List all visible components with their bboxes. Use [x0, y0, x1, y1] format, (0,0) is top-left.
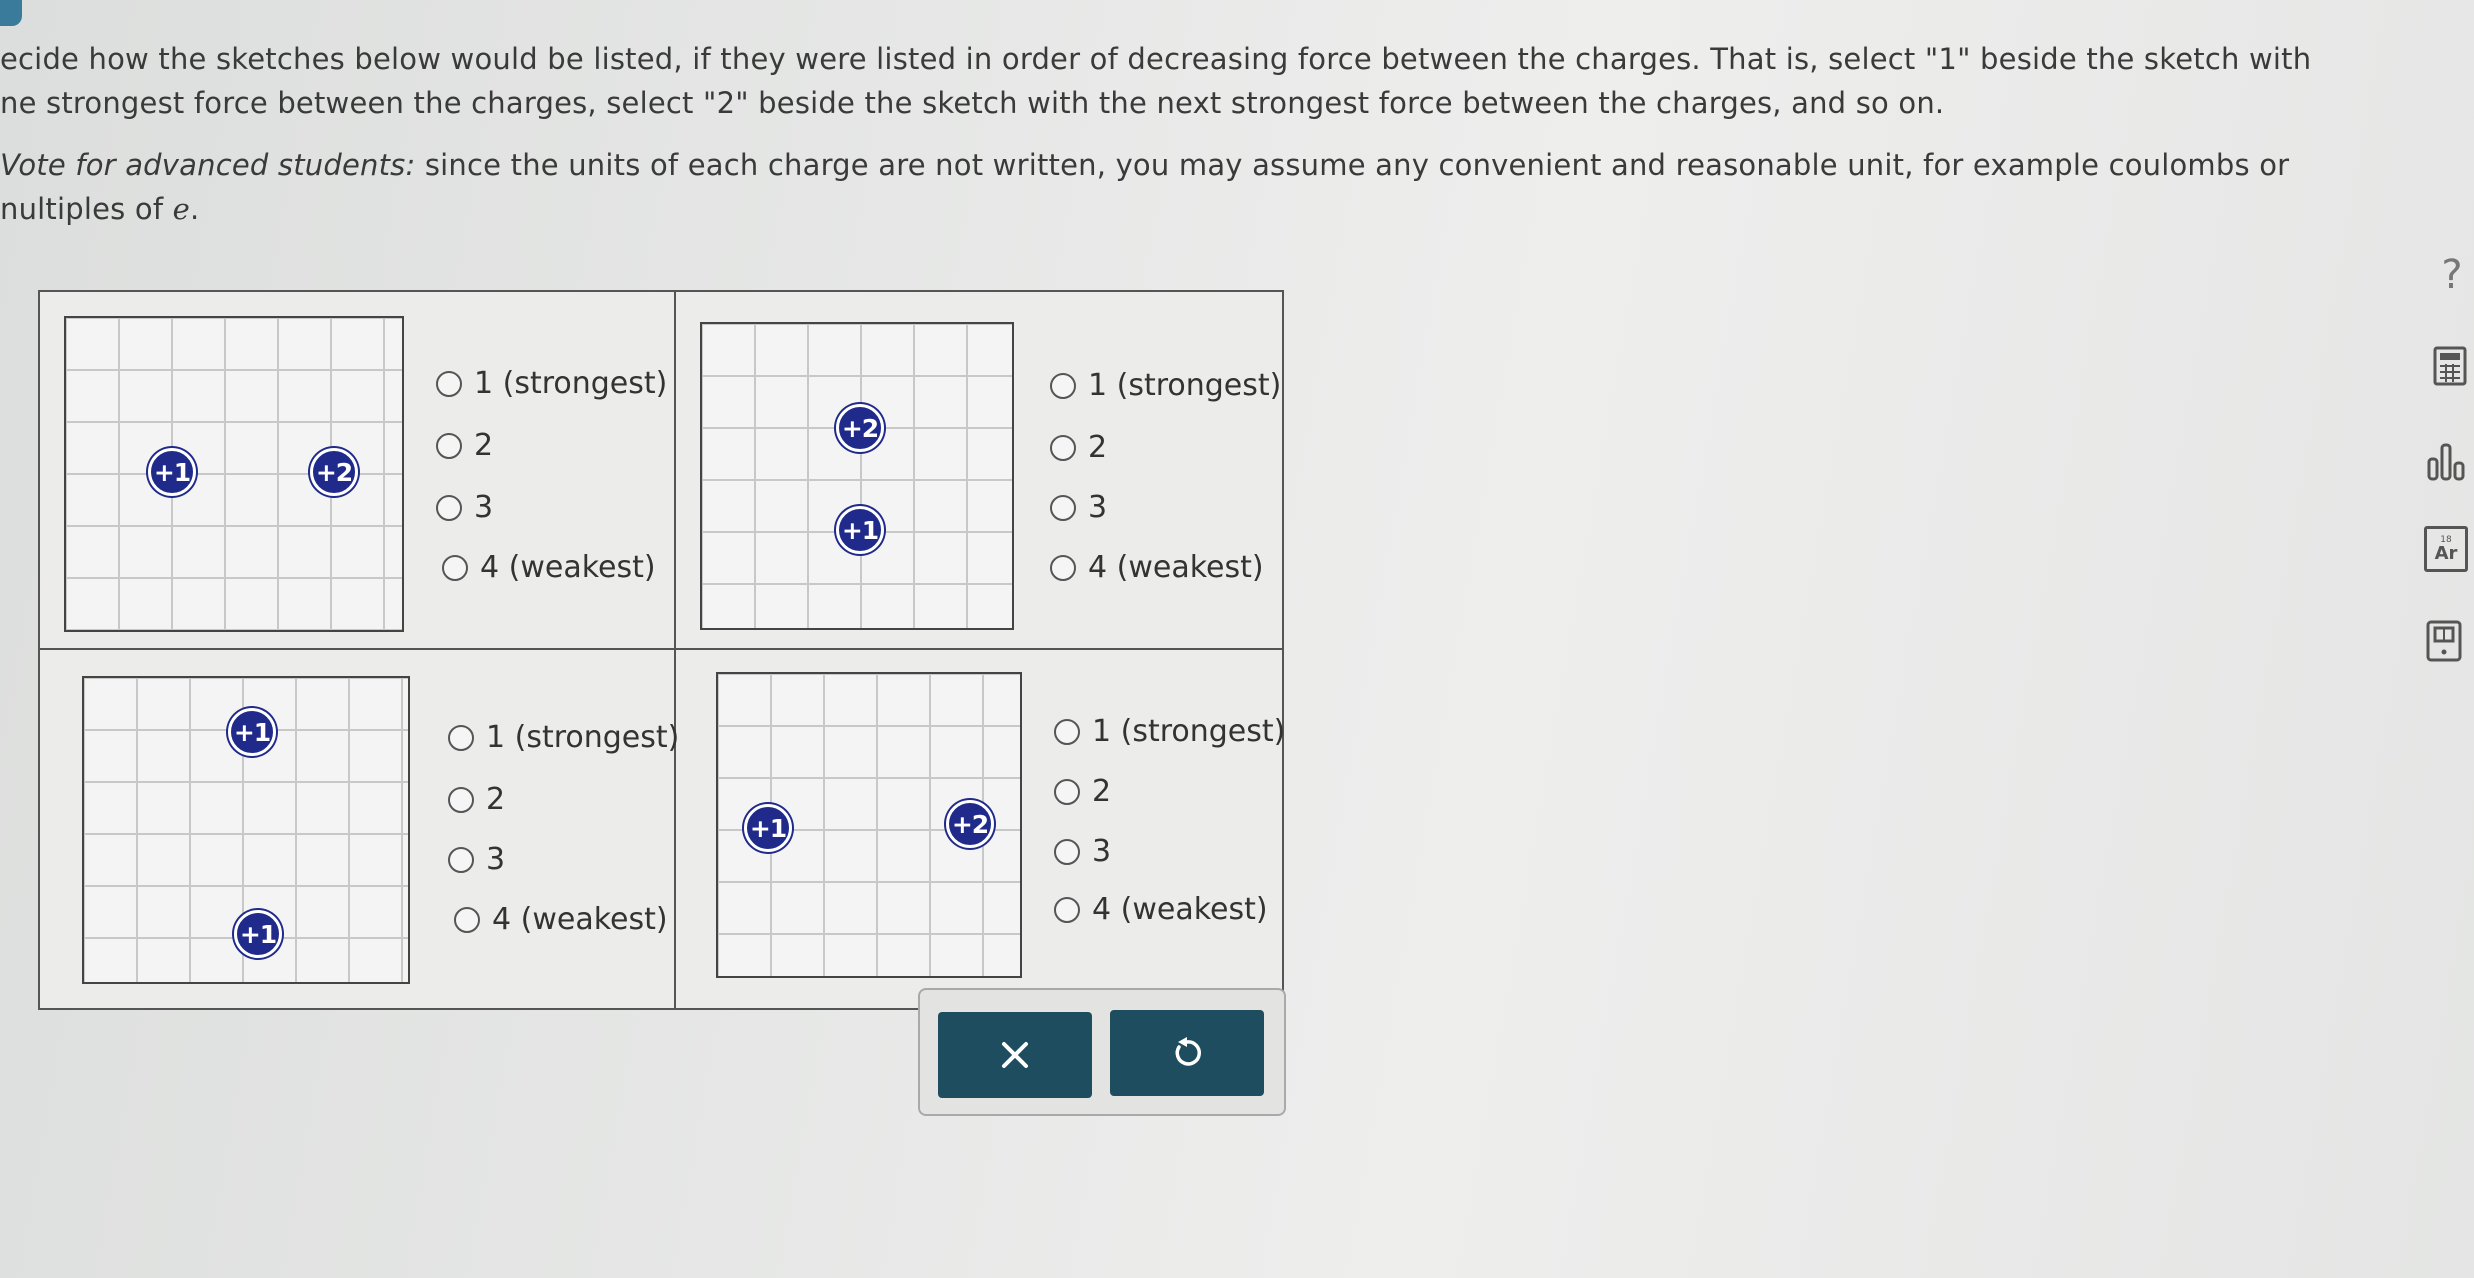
option-label: 4 (weakest): [480, 550, 656, 585]
sketch-b-option-1[interactable]: [1050, 368, 1281, 403]
radio-button[interactable]: [448, 725, 474, 751]
radio-button[interactable]: [1050, 555, 1076, 581]
reset-button[interactable]: [1110, 1010, 1264, 1096]
option-label: 3: [474, 490, 494, 525]
clear-button[interactable]: [938, 1012, 1092, 1098]
help-icon[interactable]: ?: [2441, 252, 2463, 298]
advanced-note-text-2: nultiples of: [0, 192, 173, 226]
periodic-table-icon[interactable]: [2424, 526, 2468, 572]
option-label: 4 (weakest): [1088, 550, 1264, 585]
charge-a1: +1: [148, 448, 196, 496]
sketch-c-option-4[interactable]: [454, 902, 668, 937]
instruction-line-2: ne strongest force between the charges, select "2" beside the sketch with the next strongest force between the charges, and so on.: [0, 86, 1945, 120]
option-label: 3: [1092, 834, 1112, 869]
periodic-element-symbol: Ar: [2434, 542, 2458, 564]
sketch-a-option-4[interactable]: [442, 550, 656, 585]
sketch-c-option-1[interactable]: [448, 720, 679, 755]
option-label: 3: [1088, 490, 1108, 525]
option-label: 2: [474, 428, 494, 463]
option-label: 1 (strongest): [474, 366, 668, 401]
option-label: 2: [1088, 430, 1108, 465]
option-label: 1 (strongest): [1092, 714, 1286, 749]
elementary-charge-symbol: e: [172, 192, 191, 226]
periodic-element-number: 18: [2440, 534, 2452, 545]
charge-d2: +2: [946, 800, 994, 848]
advanced-note-line-1: [0, 148, 2289, 182]
option-label: 4 (weakest): [1092, 892, 1268, 927]
sketch-c-option-3[interactable]: [448, 842, 505, 877]
textbook-icon[interactable]: [2424, 618, 2464, 664]
data-chart-icon[interactable]: [2422, 436, 2472, 486]
radio-button[interactable]: [436, 495, 462, 521]
sketch-d-option-1[interactable]: [1054, 714, 1285, 749]
option-label: 2: [486, 782, 506, 817]
radio-button[interactable]: [1054, 897, 1080, 923]
option-label: 1 (strongest): [1088, 368, 1282, 403]
charge-d1: +1: [744, 804, 792, 852]
radio-button[interactable]: [1054, 779, 1080, 805]
advanced-note-period: .: [190, 192, 200, 226]
radio-button[interactable]: [454, 907, 480, 933]
charge-c2: +1: [234, 910, 282, 958]
option-label: 3: [486, 842, 506, 877]
radio-button[interactable]: [1050, 435, 1076, 461]
sketch-d: [716, 672, 1022, 978]
radio-button[interactable]: [448, 847, 474, 873]
radio-button[interactable]: [436, 433, 462, 459]
sketch-c-option-2[interactable]: [448, 782, 505, 817]
sketch-c: [82, 676, 410, 984]
sketch-b-option-2[interactable]: [1050, 430, 1107, 465]
calculator-icon[interactable]: [2430, 344, 2470, 388]
charge-b2: +1: [836, 506, 884, 554]
radio-button[interactable]: [442, 555, 468, 581]
advanced-note-label: Vote for advanced students:: [0, 148, 416, 182]
sketch-a-option-3[interactable]: [436, 490, 493, 525]
undo-icon: [1169, 1035, 1205, 1071]
instruction-line-1: ecide how the sketches below would be listed, if they were listed in order of decreasing force between the charges. That is, select "1" beside the sketch with: [0, 42, 2312, 76]
sketch-d-option-3[interactable]: [1054, 834, 1111, 869]
charge-a2: +2: [310, 448, 358, 496]
charge-b1: +2: [836, 404, 884, 452]
option-label: 1 (strongest): [486, 720, 680, 755]
radio-button[interactable]: [1054, 719, 1080, 745]
action-button-group: [918, 988, 1286, 1116]
close-icon: [998, 1038, 1032, 1072]
radio-button[interactable]: [1050, 495, 1076, 521]
radio-button[interactable]: [1050, 373, 1076, 399]
advanced-note-text: since the units of each charge are not written, you may assume any convenient and reasonable unit, for example coulombs or: [415, 148, 2290, 182]
top-tab: [0, 0, 22, 26]
sketch-b-option-4[interactable]: [1050, 550, 1264, 585]
option-label: 4 (weakest): [492, 902, 668, 937]
grid-divider-vertical: [674, 292, 676, 1008]
sketch-a-option-1[interactable]: [436, 366, 667, 401]
advanced-note-line-2: [0, 192, 199, 226]
sketch-d-option-2[interactable]: [1054, 774, 1111, 809]
charge-c1: +1: [228, 708, 276, 756]
radio-button[interactable]: [436, 371, 462, 397]
sketch-a-option-2[interactable]: [436, 428, 493, 463]
grid-divider-horizontal: [40, 648, 1282, 650]
option-label: 2: [1092, 774, 1112, 809]
sketch-a: [64, 316, 404, 632]
radio-button[interactable]: [1054, 839, 1080, 865]
sketch-b-option-3[interactable]: [1050, 490, 1107, 525]
sketch-b: [700, 322, 1014, 630]
sketch-d-option-4[interactable]: [1054, 892, 1268, 927]
ranking-question-grid: [38, 290, 1284, 1010]
radio-button[interactable]: [448, 787, 474, 813]
